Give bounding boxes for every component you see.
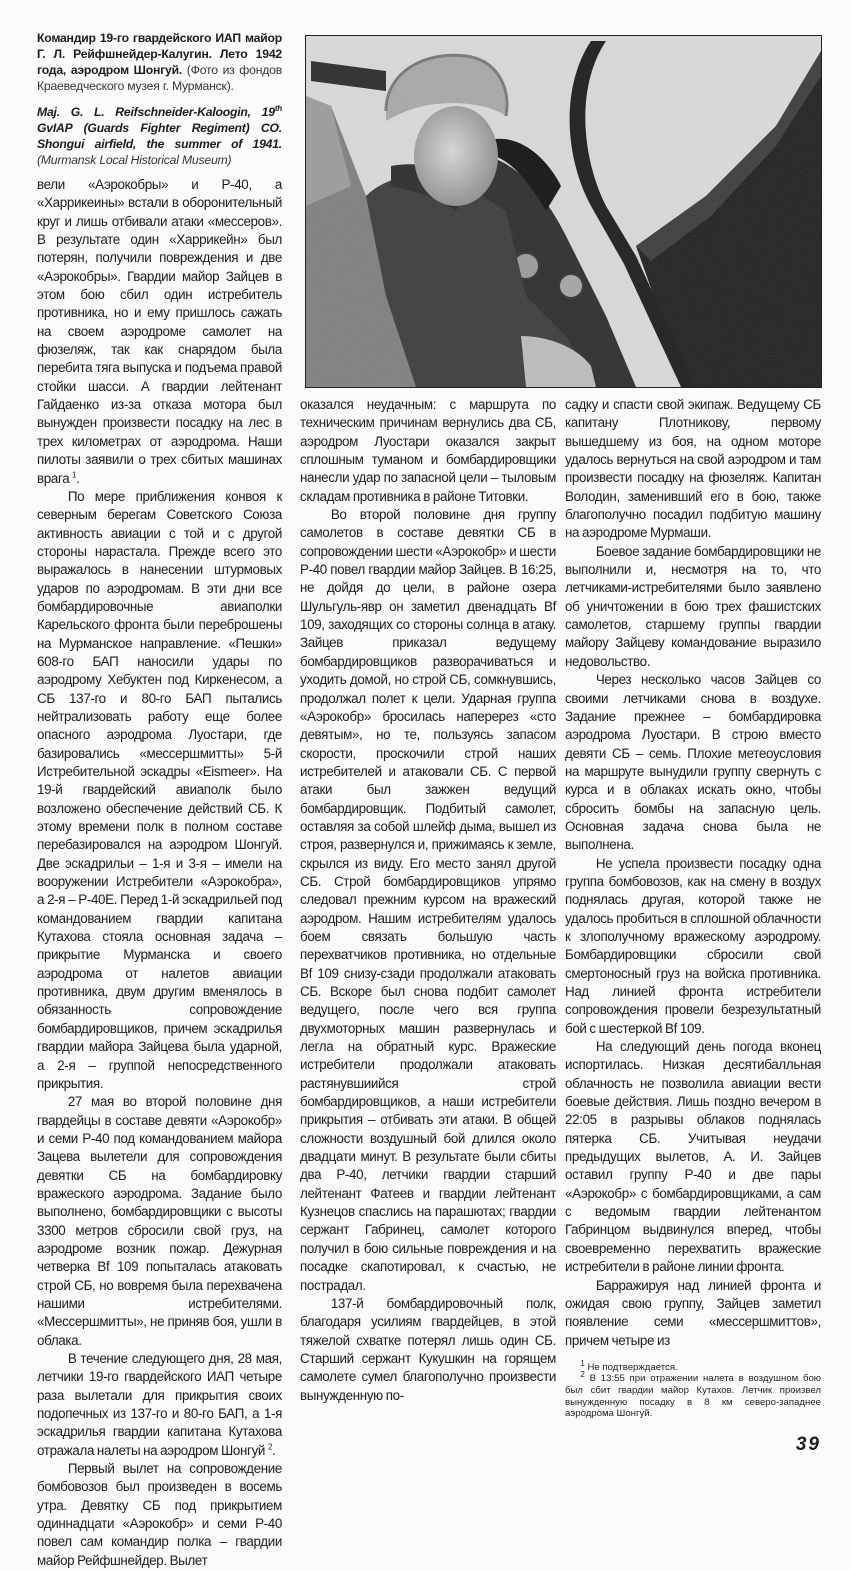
paragraph: Первый вылет на сопровождение бомбовозов был произведен в восемь утра. Девятку СБ под прикрытием одиннадцати «Аэрокобр» и семи Р-40 повел сам командир полка – гвардии майор Рейфшнейдер. Вылет: [37, 1461, 282, 1568]
paragraph-text: В течение следующего дня, 28 мая, летчики 19-го гвардейского ИАП четыре раза вылетали для прикрытия своих подопечных из 137-го и 80-го БАП, а 1-я эскадрилья гвардии капитана Кутахова отражала налеты на аэродром Шонгуй: [37, 1351, 282, 1458]
paragraph: оказался неудачным: с маршрута по техническим причинам вернулись два СБ, аэродром Луостари оказался закрыт сплошным туманом и бомбардировщики нанесли удар по запасной цели – тыловым складам противника в районе Титовки.: [300, 397, 556, 504]
caption-ru-source: (Фото из фондов Краеведческого музея г. Мурманск).: [37, 63, 282, 93]
caption-en-sup: th: [274, 103, 282, 113]
paragraph: Барражируя над линией фронта и ожидая свою группу, Зайцев заметил появление семи «мессершмиттов», причем четыре из: [565, 1277, 821, 1348]
paragraph: Не успела произвести посадку одна группа бомбовозов, как на смену в воздух поднялась другая, которой также не удалось пробиться в сплошной облачности к злополучному вражескому аэродрому. Бомбардировщики сбросили свой смертоносный груз на войска противника. Над линией фронта истребители сопровождения провели безрезультатный бой с шестеркой Bf 109.: [565, 855, 821, 1036]
right-column: [565, 396, 821, 1456]
pilot-photo-image: [306, 36, 821, 387]
paragraph: Во второй половине дня группу самолетов в составе девятки СБ в сопровождении шести «Аэрокобр» и шести Р-40 повел гвардии майор Зайцев. В 16:25, не дойдя до цели, в районе озера Шульгуль-явр он заметил двенадцать Bf 109, заходящих со стороны солнца в атаку. Зайцев приказал ведущему бомбардировщиков разворачиваться и уходить домой, но строй СБ, сомкнувшись, продолжал полет к цели. Ударная группа «Аэрокобр» бросилась наперерез «сто девятым», но те, пользуясь запасом скорости, проскочили строй наших истребителей и атаковали СБ. С первой атаки был зажжен ведущий бомбардировщик. Подбитый самолет, оставляя за собой шлейф дыма, вышел из строя, развернулся и, прижимаясь к земле, скрылся из виду. Его место занял другой СБ. Строй бомбардировщиков упрямо следовал прежним курсом на вражеский аэродром. Нашим истребителям удалось боем связать большую часть перехватчиков противника, но отдельные Bf 109 снизу-сзади продолжали атаковать СБ. Вскоре был снова подбит самолет ведущего, после чего вся группа двухмоторных машин развернулась и легла на обратный курс. Вражеские истребители продолжали атаковать растянувшиийся строй бомбардировщиков, а наши истребители прикрытия – отбивать эти атаки. В общей сложности воздушный бой длился около двадцати минут. В результате были сбиты два Р-40, летчики гвардии старший лейтенант Фатеев и гвардии лейтенант Кузнецов спаслись на парашютах; гвардии сержант Габринец, самолет которого получил в бою сильные повреждения и на посадке скапотировал, к счастью, не пострадал.: [300, 507, 556, 1293]
text-column-3: [565, 396, 821, 1350]
text-column-1: [37, 176, 282, 1570]
paragraph: По мере приближения конвоя к северным берегам Советского Союза активность авиации с той и с другой стороны нарастала. Прежде всего это выражалось в нанесении штурмовых ударов по аэродромам. В эти дни все бомбардировочные авиаполки Карельского фронта были переброшены на Мурманское направление. «Пешки» 608-го БАП наносили удары по аэродрому Хебуктен под Киркенесом, а СБ 137-го и 80-го БАП пытались нейтрализовать работу еще более опасного аэродрома Луостари, где базировались «мессершмитты» 5-й Истребительной эскадры «Eismeer». На 19-й гвардейский авиаполк было возложено обеспечение действий СБ. К этому времени полк в полном составе перебазировался на аэродром Шонгуй. Две эскадрильи – 1-я и 3-я – имели на вооружении Истребители «Аэрокобра», а 2-я – Р-40Е. Перед 1-й эскадрильей под командованием гвардии капитана Кутахова стояла основная задача – прикрытие Мурманска и своего аэродрома от налетов авиации противника, двум другим вменялось в обязанность сопровождение бомбардировщиков, причем эскадрилья гвардии майора Зайцева была ударной, а 2-я – группой непосредственного прикрытия.: [37, 488, 282, 1091]
footnote-text: В 13:55 при отражении налета в воздушном бою был сбит гвардии майор Кутахов. Летчик произвел вынужденную посадку в 8 км северо-западнее аэродрома Шонгуй.: [565, 1373, 821, 1420]
photo-caption-english: [37, 104, 282, 168]
footnote-mark: 1: [580, 1358, 585, 1368]
paragraph: [37, 1350, 282, 1460]
paragraph-text: .: [76, 470, 80, 486]
footnote-1: [565, 1358, 821, 1374]
caption-ru-title: Командир 19-го гвардейского ИАП майор Г. Л. Рейфшнейдер-Калугин. Лето 1942 года, аэродром Шонгуй.: [37, 31, 282, 77]
paragraph: На следующий день погода вконец испортилась. Низкая десятибалльная облачность не позволила авиации вести боевые действия. Лишь поздно вечером в 22:05 в разрывы облаков поднялась пятерка СБ. Учитывая неудачи предыдущих вылетов, А. И. Зайцев оставил группу Р-40 и две пары «Аэрокобр» с бомбардировщиками, а сам с ведомым гвардии лейтенантом Габринцом выдвинулся вперед, чтобы своевременно перехватить вражеские истребители в районе линии фронта.: [565, 1039, 821, 1275]
caption-en-title-b: GvIAP (Guards Fighter Regiment) CO. Shongui airfield, the summer of 1941.: [37, 121, 282, 151]
paragraph: 137-й бомбардировочный полк, благодаря усилиям гвардейцев, в этой тяжелой схватке потерял лишь один СБ. Старший сержант Кукушкин на горящем самолете сумел благополучно произвести вынужденную по-: [300, 1295, 556, 1403]
paragraph: садку и спасти свой экипаж. Ведущему СБ капитану Плотникову, первому вышедшему из боя, на одном моторе удалось вернуться на свой аэродром и там произвести посадку на фюзеляж. Капитан Володин, заменивший его в бою, также благополучно посадил подбитую машину на аэродроме Мурмаши.: [565, 397, 821, 541]
page-number: 39: [795, 1433, 821, 1455]
paragraph-text: .: [272, 1442, 276, 1458]
footnote-text: Не подтверждается.: [587, 1361, 678, 1373]
paragraph: Боевое задание бомбардировщики не выполнили и, несмотря на то, что летчиками-истребителями было заявлено об уничтожении в бою трех фашистских самолетов, старшему группы гвардии майору Зайцеву командование выразило недовольство.: [565, 543, 821, 669]
footnote-ref-2[interactable]: 2: [267, 1442, 273, 1452]
footnotes: [565, 1358, 821, 1420]
left-column: [37, 30, 282, 1570]
photo-caption-russian: [37, 30, 282, 94]
footnote-ref-1[interactable]: 1: [72, 470, 77, 480]
pilot-photo: [305, 35, 822, 388]
paragraph: [37, 176, 282, 488]
paragraph: 27 мая во второй половине дня гвардейцы в составе девяти «Аэрокобр» и семи Р-40 под командованием майора Зацева вылетели для сопровождения девятки СБ на бомбардировку вражеского аэродрома. Задание было выполнено, бомбардировщики с высоты 3300 метров сбросили свой груз, на аэродроме возник пожар. Дежурная четверка Bf 109 попыталась атаковать строй СБ, но вовремя была перехвачена нашими истребителями. «Мессершмитты», не приняв боя, ушли в облака.: [37, 1094, 282, 1348]
caption-en-title-a: Maj. G. L. Reifschneider-Kaloogin, 19: [37, 105, 275, 119]
paragraph: Через несколько часов Зайцев со своими летчиками снова в воздухе. Задание прежнее – бомбардировка аэродрома Луостари. В строю вместо девяти СБ – семь. Плохие метеоусловия на маршруте вынудили группу свернуть с курса и в облаках искать окно, чтобы сбросить бомбы на запасную цель. Основная задача снова была не выполнена.: [565, 672, 821, 853]
text-column-2: [300, 396, 556, 1405]
paragraph-text: вели «Аэрокобры» и Р-40, а «Харрикеины» встали в оборонительный круг и лишь отбивали атаки «мессеров». В результате один «Харрикейн» был потерян, получили повреждения и две «Аэрокобры». Гвардии майор Зайцев в этом бою сбил один истребитель противника, но и ему пришлось сажать на своем аэродроме самолет на фюзеляж, так как снарядом была перебита тяга выпуска и подъема правой стойки шасси. А гвардии лейтенант Гайдаенко из-за отказа мотора был вынужден произвести посадку на лес в трех километрах от аэродрома. Наши пилоты заявили о трех сбитых машинах врага: [37, 177, 282, 486]
caption-en-source: (Murmansk Local Historical Museum): [37, 153, 232, 167]
footnote-mark: 2: [580, 1370, 585, 1380]
footnote-2: [565, 1370, 821, 1420]
